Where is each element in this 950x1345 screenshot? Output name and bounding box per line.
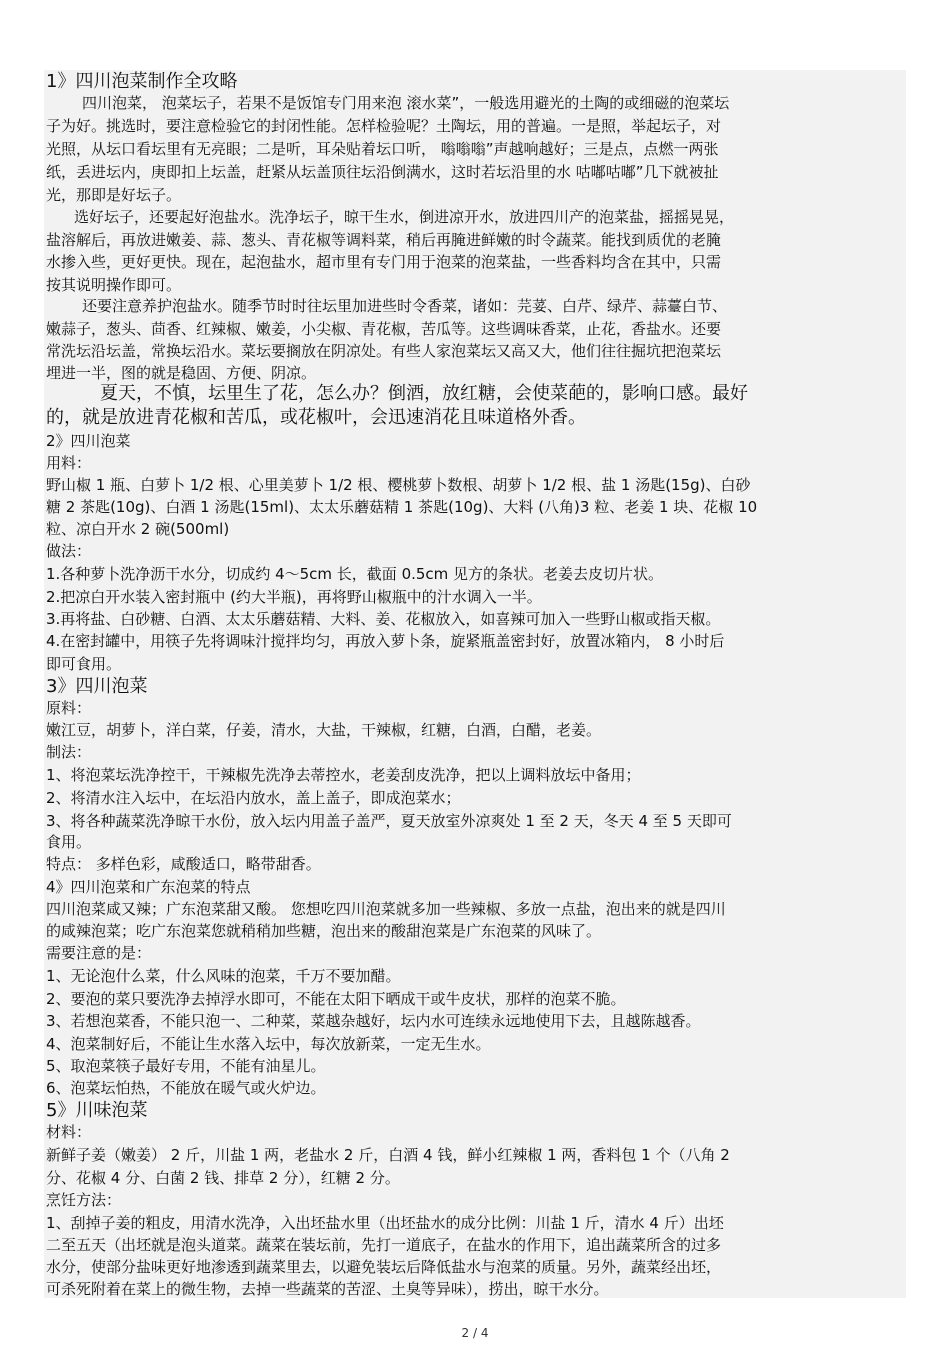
text-line: 常洗坛沿坛盖，常换坛沿水。菜坛要搁放在阴凉处。有些人家泡菜坛又高又大，他们往往掘坑把泡菜坛 bbox=[46, 342, 722, 360]
text-line: 1、刮掉子姜的粗皮，用清水洗净，入出坯盐水里（出坯盐水的成分比例：川盐 1 斤，清水 4 斤）出坯 bbox=[46, 1214, 724, 1232]
text-line: 四川泡菜咸又辣；广东泡菜甜又酸。 您想吃四川泡菜就多加一些辣椒、多放一点盐，泡出来的就是四川 bbox=[46, 900, 726, 918]
text-line: 水掺入些，更好更快。现在，起泡盐水，超市里有专门用于泡菜的泡菜盐，一些香料均含在其中，只需 bbox=[46, 253, 722, 271]
text-line: 的咸辣泡菜；吃广东泡菜您就稍稍加些糖，泡出来的酸甜泡菜是广东泡菜的风味了。 bbox=[46, 922, 602, 940]
emphasis-line: 夏天，不慎，坛里生了花，怎么办？倒酒，放红糖，会使菜葩的，影响口感。最好 bbox=[100, 383, 748, 404]
text-line: 可杀死附着在菜上的微生物，去掉一些蔬菜的苦涩、土臭等异味），捞出，晾干水分。 bbox=[46, 1280, 609, 1298]
text-line: 即可食用。 bbox=[46, 655, 122, 673]
text-line: 做法： bbox=[46, 542, 92, 560]
text-line: 6、泡菜坛怕热，不能放在暖气或火炉边。 bbox=[46, 1079, 326, 1097]
heading-5: 5》川味泡菜 bbox=[46, 1100, 148, 1121]
text-line: 3、将各种蔬菜洗净晾干水份，放入坛内用盖子盖严，夏天放室外凉爽处 1 至 2 天，冬天 4 至 5 天即可 bbox=[46, 812, 732, 830]
text-line: 4.在密封罐中，用筷子先将调味汁搅拌均匀，再放入萝卜条，旋紧瓶盖密封好，放置冰箱内， 8 小时后 bbox=[46, 632, 725, 650]
text-line: 嫩江豆，胡萝卜，洋白菜，仔姜，清水，大盐，干辣椒，红糖，白酒，白醋，老姜。 bbox=[46, 721, 602, 739]
text-line: 1.各种萝卜洗净沥干水分，切成约 4～5cm 长，截面 0.5cm 见方的条状。老姜去皮切片状。 bbox=[46, 565, 664, 583]
text-line: 2.把凉白开水装入密封瓶中 (约大半瓶)，再将野山椒瓶中的汁水调入一半。 bbox=[46, 588, 542, 606]
heading-4: 4》四川泡菜和广东泡菜的特点 bbox=[46, 878, 251, 896]
text-line: 按其说明操作即可。 bbox=[46, 276, 182, 294]
text-line: 光照，从坛口看坛里有无亮眼；二是听，耳朵贴着坛口听， 嗡嗡嗡”声越响越好；三是点，点燃一两张 bbox=[46, 140, 719, 158]
text-line: 1、无论泡什么菜，什么风味的泡菜，千万不要加醋。 bbox=[46, 967, 401, 985]
text-line: 分、花椒 4 分、白菌 2 钱、排草 2 分），红糖 2 分。 bbox=[46, 1169, 400, 1187]
heading-3: 3》四川泡菜 bbox=[46, 676, 148, 697]
text-line: 子为好。挑选时，要注意检验它的封闭性能。怎样检验呢？土陶坛，用的普遍。一是照，举起坛子，对 bbox=[46, 117, 722, 135]
text-line: 嫩蒜子，葱头、茴香、红辣椒、嫩姜，小尖椒、青花椒，苦瓜等。这些调味香菜，止花，香盐水。还要 bbox=[46, 320, 722, 338]
text-line: 盐溶解后，再放进嫩姜、蒜、葱头、青花椒等调料菜，稍后再腌进鲜嫩的时令蔬菜。能找到质优的老腌 bbox=[46, 231, 722, 249]
emphasis-line: 的，就是放进青花椒和苦瓜，或花椒叶，会迅速消花且味道格外香。 bbox=[46, 407, 586, 428]
text-line: 光，那即是好坛子。 bbox=[46, 186, 182, 204]
text-line: 材料： bbox=[46, 1123, 92, 1141]
text-line: 糖 2 茶匙(10g)、白酒 1 汤匙(15ml)、太太乐蘑菇精 1 茶匙(10g)、大料 (八角)3 粒、老姜 1 块、花椒 10 bbox=[46, 498, 758, 516]
text-line: 2、将清水注入坛中，在坛沿内放水，盖上盖子，即成泡菜水； bbox=[46, 789, 461, 807]
text-line: 纸，丢进坛内，庚即扣上坛盖，赶紧从坛盖顶往坛沿倒满水，这时若坛沿里的水 咕嘟咕嘟”几下就被扯 bbox=[46, 163, 719, 181]
text-line: 二至五天（出坯就是泡头道菜。蔬菜在装坛前，先打一道底子，在盐水的作用下，追出蔬菜所含的过多 bbox=[46, 1236, 722, 1254]
text-line: 3、若想泡菜香，不能只泡一、二种菜，菜越杂越好，坛内水可连续永远地使用下去，且越陈越香。 bbox=[46, 1012, 701, 1030]
text-line: 新鲜子姜（嫩姜） 2 斤，川盐 1 两，老盐水 2 斤，白酒 4 钱，鲜小红辣椒 1 两，香料包 1 个（八角 2 bbox=[46, 1146, 730, 1164]
text-line: 还要注意养护泡盐水。随季节时时往坛里加进些时令香菜，诸如：芫荽、白芹、绿芹、蒜薹白节、 bbox=[82, 297, 728, 315]
text-line: 特点： 多样色彩，咸酸适口，略带甜香。 bbox=[46, 855, 321, 873]
text-line: 水分，使部分盐味更好地渗透到蔬菜里去，以避免装坛后降低盐水与泡菜的质量。另外，蔬菜经出坯， bbox=[46, 1258, 722, 1276]
text-line: 埋进一半，图的就是稳固、方便、阴凉。 bbox=[46, 364, 317, 382]
text-line: 5、取泡菜筷子最好专用，不能有油星儿。 bbox=[46, 1057, 326, 1075]
text-line: 食用。 bbox=[46, 833, 92, 851]
text-line: 2、要泡的菜只要洗净去掉浮水即可，不能在太阳下晒成干或牛皮状，那样的泡菜不脆。 bbox=[46, 990, 626, 1008]
text-line: 野山椒 1 瓶、白萝卜 1/2 根、心里美萝卜 1/2 根、樱桃萝卜数根、胡萝卜 1/2 根、盐 1 汤匙(15g)、白砂 bbox=[46, 476, 751, 494]
text-line: 1、将泡菜坛洗净控干，干辣椒先洗净去蒂控水，老姜刮皮洗净，把以上调料放坛中备用； bbox=[46, 766, 641, 784]
text-line: 原料： bbox=[46, 699, 92, 717]
text-line: 粒、凉白开水 2 碗(500ml) bbox=[46, 520, 230, 538]
text-line: 烹饪方法： bbox=[46, 1191, 122, 1209]
page-number: 2 / 4 bbox=[461, 1326, 489, 1340]
text-line: 4、泡菜制好后，不能让生水落入坛中，每次放新菜，一定无生水。 bbox=[46, 1035, 491, 1053]
heading-2: 2》四川泡菜 bbox=[46, 432, 131, 450]
text-line: 四川泡菜， 泡菜坛子，若果不是饭馆专门用来泡 滚水菜”，一般选用避光的土陶的或细磁的泡菜坛 bbox=[82, 94, 730, 112]
text-line: 用料： bbox=[46, 454, 92, 472]
text-line: 制法： bbox=[46, 743, 92, 761]
text-line: 需要注意的是： bbox=[46, 944, 152, 962]
text-line: 选好坛子，还要起好泡盐水。洗净坛子，晾干生水，倒进凉开水，放进四川产的泡菜盐，摇摇晃晃， bbox=[74, 208, 735, 226]
heading-1: 1》四川泡菜制作全攻略 bbox=[46, 71, 238, 92]
text-line: 3.再将盐、白砂糖、白酒、太太乐蘑菇精、大料、姜、花椒放入，如喜辣可加入一些野山椒或指天椒。 bbox=[46, 610, 721, 628]
